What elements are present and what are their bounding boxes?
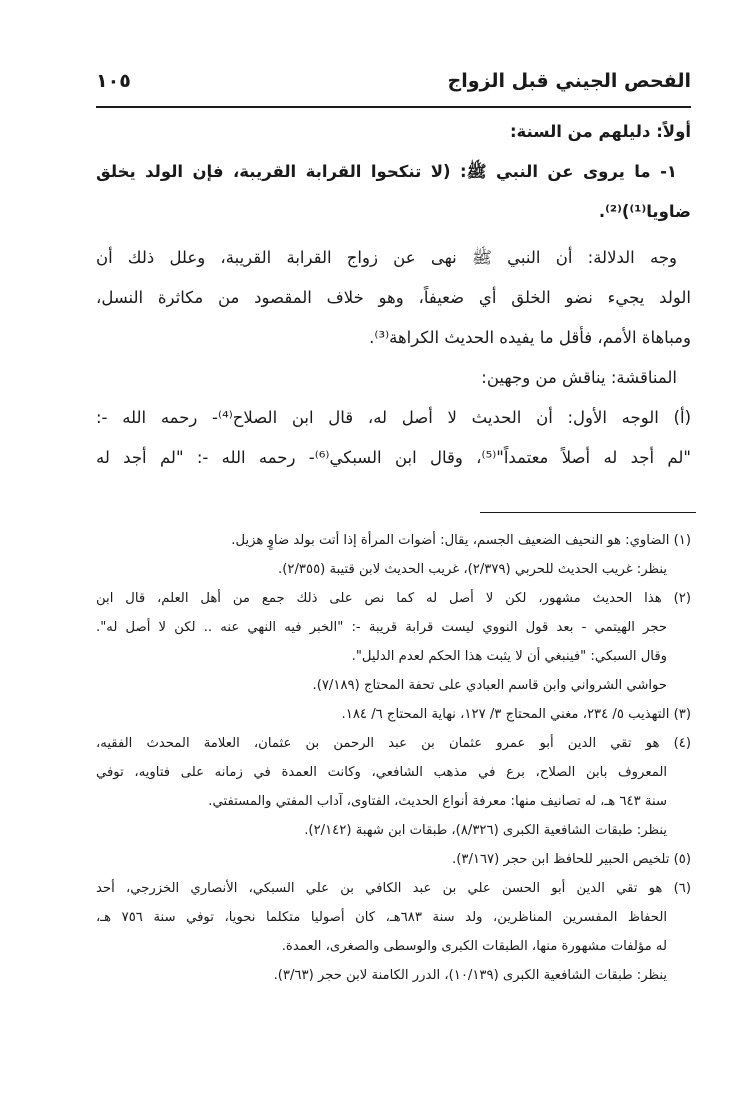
hadith-text-line-2: ضاويا⁽¹⁾)⁽²⁾. bbox=[598, 202, 691, 221]
footnote-4-reference: ينظر: طبقات الشافعية الكبرى (٨/٣٢٦)، طبقات ابن شهبة (٢/١٤٢). bbox=[304, 823, 667, 838]
footnote-4-line-1: (٤) هو تقي الدين أبو عمرو عثمان بن عبد الرحمن بن عثمان، العلامة المحدث الفقيه، bbox=[96, 736, 691, 751]
discussion-heading: المناقشة: يناقش من وجهين: bbox=[481, 368, 677, 387]
footnote-6-line-2: الحفاظ المفسرين المناظرين، ولد سنة ٦٨٣هـ، كان أصوليا متكلما نحويا، توفي سنة ٧٥٦ هـ، bbox=[96, 910, 667, 925]
footnote-6-reference: ينظر: طبقات الشافعية الكبرى (١٠/١٣٩)، الدرر الكامنة لابن حجر (٣/٦٣). bbox=[273, 968, 667, 983]
footnote-2-line-3: وقال السبكي: "فينبغي أن لا يثبت هذا الحكم لعدم الدليل". bbox=[351, 649, 667, 664]
footnotes bbox=[96, 526, 691, 990]
first-aspect-line-2: "لم أجد له أصلاً معتمداً"⁽⁵⁾، وقال ابن السبكي⁽⁶⁾- رحمه الله -: "لم أجد له bbox=[96, 448, 691, 467]
footnote-6-line-3: له مؤلفات مشهورة منها، الطبقات الكبرى والوسطى والصغرى، العمدة. bbox=[281, 939, 667, 954]
hadith-text-line-1: ١- ما يروى عن النبي ﷺ: (لا تنكحوا القرابة القريبة، فإن الولد يخلق bbox=[96, 162, 677, 181]
footnote-2-reference: حواشي الشرواني وابن قاسم العبادي على تحفة المحتاج (٧/١٨٩). bbox=[312, 678, 667, 693]
first-aspect-line-1: (أ) الوجه الأول: أن الحديث لا أصل له، قال ابن الصلاح⁽⁴⁾- رحمه الله -: bbox=[96, 408, 691, 427]
evidence-paragraph-line-2: الولد يجيء نضو الخلق أي ضعيفاً، وهو خلاف المقصود من مكاثرة النسل، bbox=[96, 288, 691, 307]
footnote-1-reference: ينظر: غريب الحديث للحربي (٢/٣٧٩)، غريب الحديث لابن قتيبة (٢/٣٥٥). bbox=[278, 562, 667, 577]
footnote-2-line-2: حجر الهيتمي - بعد قول النووي ليست قرابة قريبة -: "الخبر فيه النهي عنه .. لكن لا أصل له". bbox=[96, 620, 667, 635]
evidence-paragraph-line-1: وجه الدلالة: أن النبي ﷺ نهى عن زواج القرابة القريبة، وعلل ذلك أن bbox=[96, 248, 677, 267]
section-heading: أولاً: دليلهم من السنة: bbox=[509, 122, 691, 141]
running-title: الفحص الجيني قبل الزواج bbox=[447, 70, 691, 92]
footnote-6-line-1: (٦) هو تقي الدين أبو الحسن علي بن عبد الكافي بن علي السبكي، الأنصاري الخزرجي، أحد bbox=[96, 881, 691, 896]
footnote-5: (٥) تلخيص الحبير للحافظ ابن حجر (٣/١٦٧). bbox=[452, 852, 691, 867]
footnote-3: (٣) التهذيب ٥/ ٢٣٤، مغني المحتاج ٣/ ١٢٧، نهاية المحتاج ٦/ ١٨٤. bbox=[341, 707, 691, 722]
page-number: ١٠٥ bbox=[96, 70, 131, 92]
footnote-1: (١) الضاوي: هو النحيف الضعيف الجسم، يقال: أضوات المرأة إذا أتت بولد ضاوٍ هزيل. bbox=[231, 533, 691, 548]
footnote-4-line-3: سنة ٦٤٣ هـ، له تصانيف منها: معرفة أنواع الحديث، الفتاوى، آداب المفتي والمستفتي. bbox=[208, 794, 667, 809]
footnote-divider bbox=[480, 512, 696, 513]
evidence-paragraph-line-3: ومباهاة الأمم، فأقل ما يفيده الحديث الكراهة⁽³⁾. bbox=[369, 328, 691, 347]
footnote-2-line-1: (٢) هذا الحديث مشهور، لكن لا أصل له كما نص على ذلك جمع من أهل العلم، قال ابن bbox=[96, 591, 691, 606]
footnote-4-line-2: المعروف بابن الصلاح، برع في مذهب الشافعي، وكانت العمدة في زمانه على فتاويه، توفي bbox=[96, 765, 667, 780]
running-header bbox=[96, 62, 691, 108]
main-text bbox=[96, 112, 691, 478]
